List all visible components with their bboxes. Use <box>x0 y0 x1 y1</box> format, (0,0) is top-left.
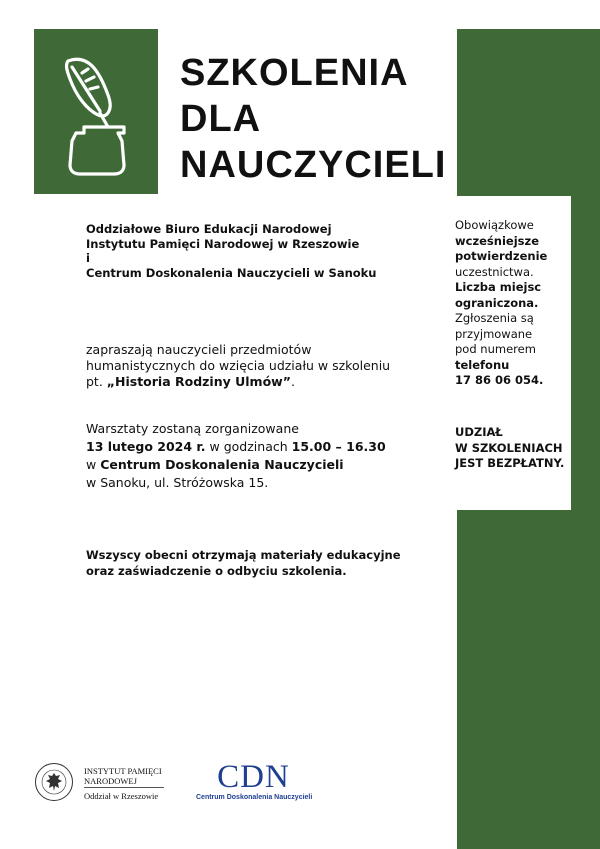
ipn-name-line: INSTYTUT PAMIĘCI <box>84 766 162 776</box>
logo-box <box>34 29 158 194</box>
free-line: UDZIAŁ <box>455 425 503 439</box>
organizers-block <box>86 222 377 280</box>
ipn-name <box>84 766 162 786</box>
cdn-logo <box>196 760 311 801</box>
sidebar-text-bold: Liczba miejsc <box>455 280 542 294</box>
free-line: W SZKOLENIACH <box>455 440 563 455</box>
title-line: NAUCZYCIELI <box>180 144 447 186</box>
free-line: JEST BEZPŁATNY. <box>455 456 565 470</box>
invitation-body: zapraszają nauczycieli przedmiotów humanistycznych do wzięcia udziału w szkoleniu pt. <box>86 342 391 389</box>
sidebar-text-bold: potwierdzenie <box>455 249 548 263</box>
sidebar-text: Zgłoszenia są <box>455 311 534 325</box>
workshop-intro: Warsztaty zostaną zorganizowane <box>86 421 299 436</box>
sidebar-text-bold: ograniczona. <box>455 295 539 310</box>
workshop-details <box>86 420 426 492</box>
invitation-end: . <box>290 374 295 389</box>
workshop-venue: Centrum Doskonalenia Nauczycieli <box>100 457 344 472</box>
right-green-strip-top <box>457 29 600 196</box>
sidebar-text: Obowiązkowe <box>455 218 534 232</box>
materials-note <box>86 547 406 579</box>
organizer-line: Centrum Doskonalenia Nauczycieli w Sanoku <box>86 265 377 280</box>
ipn-branch: Oddział w Rzeszowie <box>84 791 159 801</box>
sidebar-text-bold: wcześniejsze <box>455 233 539 248</box>
free-participation-note <box>455 425 569 472</box>
right-green-strip-bottom <box>457 510 600 849</box>
page-title <box>180 50 446 188</box>
sidebar-text: pod numerem <box>455 342 536 356</box>
place-prefix: w <box>86 457 101 472</box>
sidebar-text-bold: telefonu <box>455 357 510 372</box>
hours-prefix: w godzinach <box>205 439 292 454</box>
eagle-seal-icon <box>34 762 74 802</box>
organizer-line: Instytutu Pamięci Narodowej w Rzeszowie <box>86 236 360 251</box>
materials-line: Wszyscy obecni otrzymają materiały edukacyjne <box>86 548 401 562</box>
workshop-hours: 15.00 – 16.30 <box>291 439 386 454</box>
cdn-logo-name: Centrum Doskonalenia Nauczycieli <box>196 794 313 801</box>
title-line: SZKOLENIA <box>180 52 409 94</box>
title-line: DLA <box>180 98 262 140</box>
ipn-name-line: NARODOWEJ <box>84 776 137 786</box>
registration-info <box>455 218 569 389</box>
organizer-line: i <box>86 251 90 266</box>
materials-line: oraz zaświadczenie o odbyciu szkolenia. <box>86 564 347 578</box>
course-title: „Historia Rodziny Ulmów” <box>106 374 291 389</box>
workshop-place <box>86 456 426 474</box>
sidebar-text: uczestnictwa. <box>455 264 534 279</box>
workshop-address: w Sanoku, ul. Stróżowska 15. <box>86 475 269 490</box>
cdn-logo-mark: CDN <box>217 759 290 795</box>
workshop-date: 13 lutego 2024 r. <box>86 439 206 454</box>
invitation-text <box>86 342 406 390</box>
workshop-datetime <box>86 438 426 456</box>
right-green-edge <box>571 196 600 510</box>
quill-and-inkwell-icon <box>34 29 158 194</box>
ipn-divider <box>84 787 164 788</box>
sidebar-text: przyjmowane <box>455 326 533 341</box>
phone-number: 17 86 06 054. <box>455 373 544 387</box>
organizer-line: Oddziałowe Biuro Edukacji Narodowej <box>86 222 332 236</box>
